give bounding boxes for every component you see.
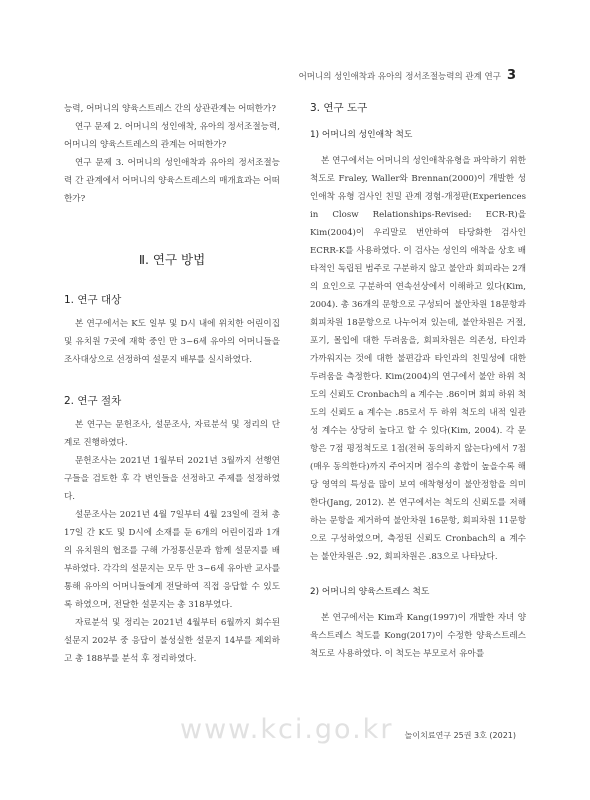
paragraph-question-1-cont: 능력, 어머니의 양육스트레스 간의 상관관계는 어떠한가? — [64, 104, 276, 114]
page-number: 3 — [506, 68, 516, 83]
paragraph-participants: 본 연구에서는 K도 일부 및 D시 내에 위치한 어린이집 및 유치원 7곳에 재학 중인 만 3~6세 유아의 어머니들을 조사대상으로 선정하여 설문지 배부를 실시하였다. — [64, 319, 280, 365]
subsection-title-participants: 1. 연구 대상 — [64, 294, 122, 306]
paragraph-procedure-3: 설문조사는 2021년 4월 7일부터 4월 23일에 걸쳐 총 17일 간 K도 및 D시에 소재를 둔 6개의 어린이집과 1개의 유치원의 협조를 구해 가정통신문과 함께 설문지를 배부하였다. 각각의 설문지는 모두 만 3~6세 유아반 교사를 통해 유아의 어머니들에게 전달하여 직접 응답할 수 있도록 하였으며, 전달한 설문지는 총 318부였다. — [64, 510, 280, 610]
paragraph-procedure-2: 문헌조사는 2021년 1월부터 2021년 3월까지 선행연구들을 검토한 후 각 변인들을 선정하고 주제를 설정하였다. — [64, 456, 280, 502]
paragraph-adult-attachment: 본 연구에서는 어머니의 성인애착유형을 파악하기 위한 척도로 Fraley, Waller와 Brennan(2000)이 개발한 성인애착 유형 검사인 친밀 관계 경험-개정판(Experiences in Closw Relationships-Revised: ECR-R)을 Kim(2004)이 우리말로 번안하여 타당화한 검사인 ECRR-K를 사용하였다. 이 검사는 성인의 애착을 상호 배타적인 독립된 범주로 구분하지 않고 불안과 회피라는 2개의 요인으로 구분하여 연속선상에서 이해하고 있다(Kim, 2004). 총 36개의 문항으로 구성되어 불안차원 18문항과 회피차원 18문항으로 나누어져 있는데, 불안차원은 거절, 포기, 몰입에 대한 두려움을, 회피차원은 의존성, 타인과 가까워지는 것에 대한 불편감과 타인과의 친밀성에 대한 두려움을 측정한다. Kim(2004)의 연구에서 불안 하위 척도의 신뢰도 Cronbach의 a 계수는 .86이며 회피 하위 척도의 신뢰도 a 계수는 .85로서 두 하위 척도의 내적 일관성 계수는 상당히 높다고 할 수 있다(Kim, 2004). 각 문항은 7점 평정척도로 1점(전혀 동의하지 않는다)에서 7점(매우 동의한다)까지 주어지며 점수의 총합이 높을수록 해당 영역의 특성을 많이 보여 애착형성이 불안정함을 의미한다(Jang, 2012). 본 연구에서는 척도의 신뢰도를 저해하는 문항을 제거하여 불안차원 16문항, 회피차원 11문항으로 구성하였으며, 측정된 신뢰도 Cronbach의 a 계수는 불안차원은 .92, 회피차원은 .83으로 나타났다. — [310, 156, 526, 562]
right-column — [310, 100, 526, 663]
section-title-instruments: 3. 연구 도구 — [310, 102, 368, 114]
paragraph-question-3: 연구 문제 3. 어머니의 성인애착과 유아의 정서조절능력 간 관계에서 어머니의 양육스트레스의 매개효과는 어떠한가? — [64, 158, 280, 204]
section-title-methods: Ⅱ. 연구 방법 — [138, 252, 206, 267]
paragraph-procedure-1: 본 연구는 문헌조사, 설문조사, 자료분석 및 정리의 단계로 진행하였다. — [64, 420, 280, 448]
journal-footer: 놀이치료연구 25권 3호 (2021) — [404, 731, 516, 740]
paragraph-procedure-4: 자료분석 및 정리는 2021년 4월부터 6월까지 회수된 설문지 202부 중 응답이 불성실한 설문지 14부를 제외하고 총 188부를 분석 후 정리하였다. — [64, 618, 280, 664]
watermark-text: www.kci.go.kr — [180, 714, 394, 745]
paragraph-parenting-stress: 본 연구에서는 Kim과 Kang(1997)이 개발한 자녀 양육스트레스 척도를 Kong(2017)이 수정한 양육스트레스 척도로 사용하였다. 이 척도는 부모로서 유아를 — [310, 613, 526, 659]
subsection-title-adult-attachment: 1) 어머니의 성인애착 척도 — [310, 130, 413, 140]
running-title: 어머니의 성인애착과 유아의 정서조절능력의 관계 연구 — [298, 72, 501, 82]
subsection-title-procedure: 2. 연구 절차 — [64, 395, 122, 407]
left-column — [64, 100, 280, 668]
subsection-title-parenting-stress: 2) 어머니의 양육스트레스 척도 — [310, 587, 430, 597]
running-header — [299, 68, 516, 83]
paragraph-question-2: 연구 문제 2. 어머니의 성인애착, 유아의 정서조절능력, 어머니의 양육스트레스의 관계는 어떠한가? — [64, 122, 280, 150]
